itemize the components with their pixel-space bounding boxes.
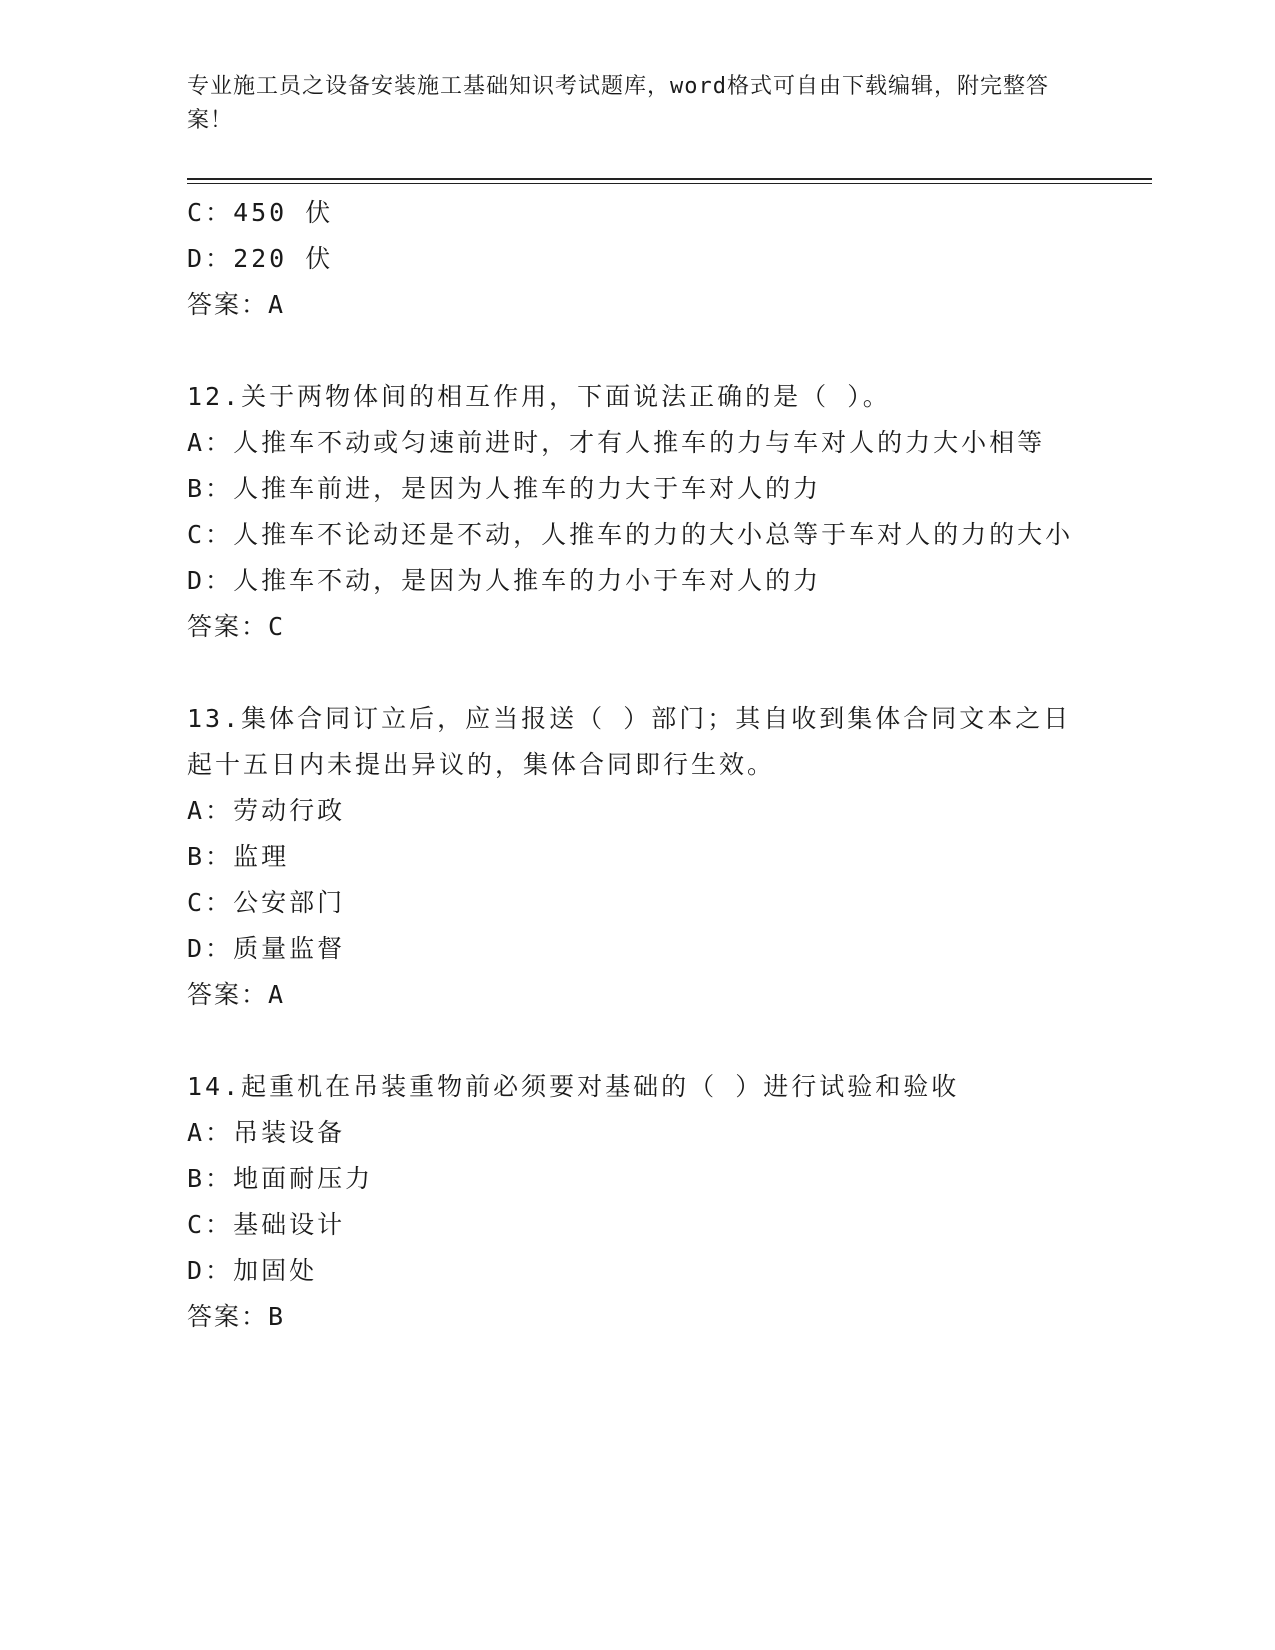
question-stem: 12.关于两物体间的相互作用，下面说法正确的是（ ）。 [187, 382, 891, 411]
answer: 答案：B [187, 1302, 286, 1331]
question-list [187, 190, 1087, 1340]
option-d: D：220 伏 [187, 244, 334, 273]
document-header: 专业施工员之设备安装施工基础知识考试题库，word格式可自由下载编辑，附完整答案！ [187, 74, 1049, 133]
answer: 答案：A [187, 290, 286, 319]
option-b: B：人推车前进，是因为人推车的力大于车对人的力 [187, 474, 822, 503]
previous-question-tail [187, 190, 1087, 328]
option-c: C：人推车不论动还是不动，人推车的力的大小总等于车对人的力的大小 [187, 520, 1074, 549]
header-divider-thin [187, 183, 1152, 184]
question-12 [187, 374, 1087, 650]
option-c: C：公安部门 [187, 888, 346, 917]
option-d: D：质量监督 [187, 934, 346, 963]
question-13 [187, 696, 1087, 1018]
header-divider-thick [187, 178, 1152, 180]
option-d: D：人推车不动，是因为人推车的力小于车对人的力 [187, 566, 822, 595]
option-d: D：加固处 [187, 1256, 318, 1285]
option-b: B：监理 [187, 842, 290, 871]
option-a: A：人推车不动或匀速前进时，才有人推车的力与车对人的力大小相等 [187, 428, 1046, 457]
answer: 答案：A [187, 980, 286, 1009]
question-stem: 14.起重机在吊装重物前必须要对基础的（ ）进行试验和验收 [187, 1072, 960, 1101]
answer: 答案：C [187, 612, 286, 641]
question-14 [187, 1064, 1087, 1340]
option-c: C：450 伏 [187, 198, 334, 227]
option-b: B：地面耐压力 [187, 1164, 374, 1193]
question-stem: 13.集体合同订立后，应当报送（ ）部门；其自收到集体合同文本之日起十五日内未提出异议的，集体合同即行生效。 [187, 704, 1072, 779]
option-a: A：吊装设备 [187, 1118, 346, 1147]
option-a: A：劳动行政 [187, 796, 346, 825]
option-c: C：基础设计 [187, 1210, 346, 1239]
